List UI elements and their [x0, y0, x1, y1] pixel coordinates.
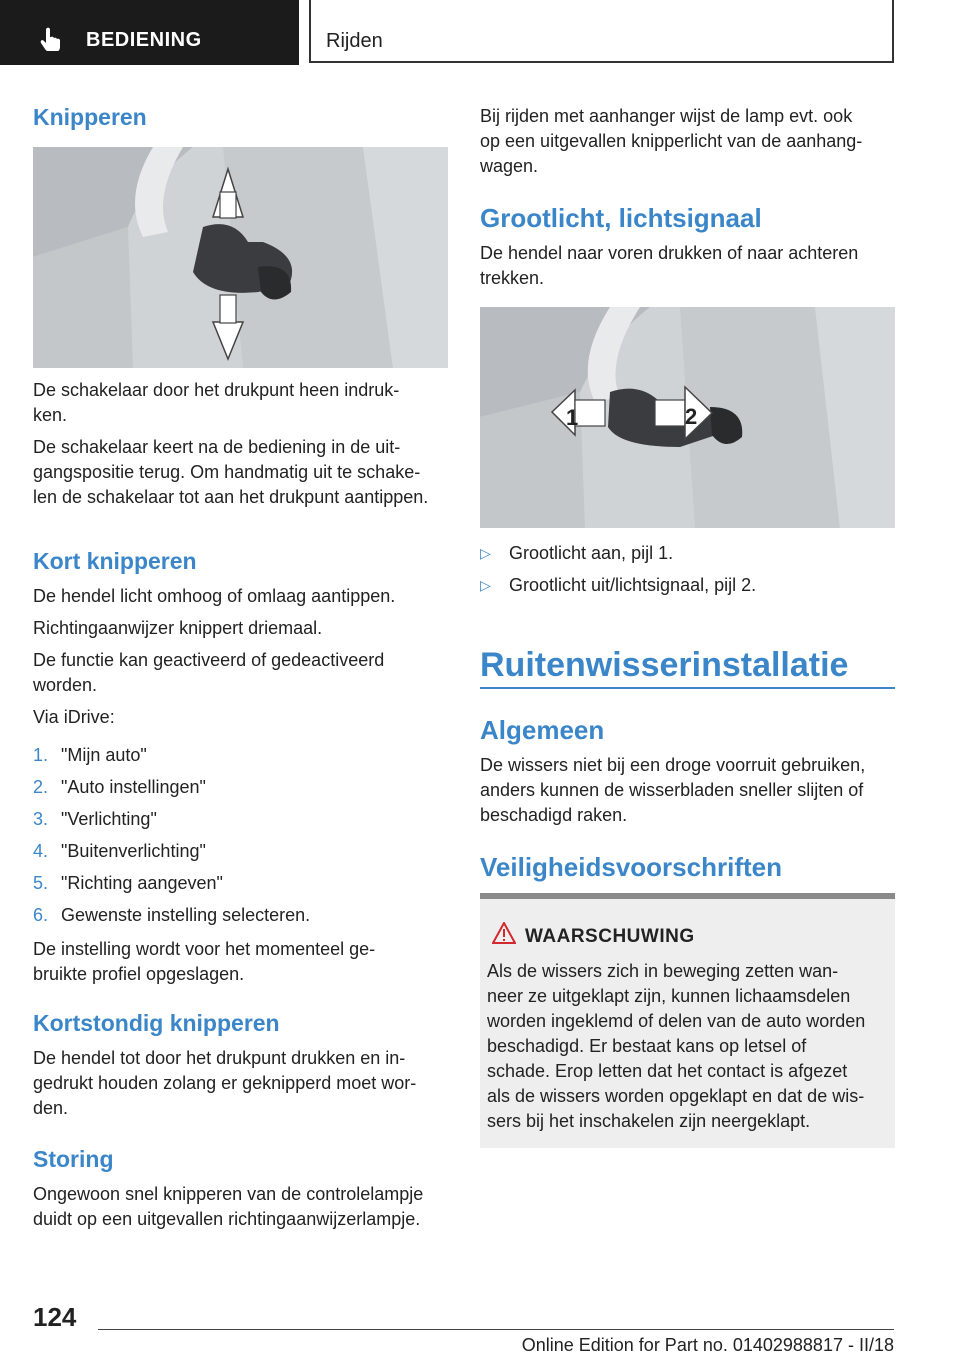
paragraph: De hendel licht omhoog of omlaag aantippen. [33, 586, 396, 606]
paragraph: len de schakelaar tot aan het drukpunt aantippen. [33, 487, 429, 507]
triangle-bullet-icon: ▷ [480, 545, 491, 561]
high-beam-figure [480, 307, 895, 528]
paragraph: Richtingaanwijzer knippert driemaal. [33, 618, 323, 638]
list-text: "Auto instellingen" [61, 777, 206, 797]
warning-line: Als de wissers zich in beweging zetten wan- [487, 961, 839, 981]
heading-veiligheid: Veiligheidsvoorschriften [480, 852, 782, 882]
paragraph: De wissers niet bij een droge voorruit gebruiken, [480, 755, 866, 775]
heading-storing: Storing [33, 1146, 114, 1172]
paragraph: gedrukt houden zolang er geknipperd moet wor- [33, 1073, 417, 1093]
heading-grootlicht: Grootlicht, lichtsignaal [480, 203, 762, 233]
heading-rule [480, 687, 895, 689]
list-number: 4. [33, 841, 49, 861]
paragraph: Via iDrive: [33, 707, 115, 727]
warning-line: worden ingeklemd of delen van de auto worden [487, 1011, 866, 1031]
paragraph: beschadigd raken. [480, 805, 628, 825]
list-text: "Buitenverlichting" [61, 841, 206, 861]
warning-line: beschadigd. Er bestaat kans op letsel of [487, 1036, 807, 1056]
list-text: Gewenste instelling selecteren. [61, 905, 311, 925]
paragraph: duidt op een uitgevallen richtingaanwijzerlampje. [33, 1209, 421, 1229]
footer-rule [98, 1329, 894, 1330]
chapter-tab[interactable] [309, 0, 894, 63]
heading-knipperen: Knipperen [33, 104, 147, 130]
list-text: Grootlicht aan, pijl 1. [509, 543, 674, 563]
section-tab[interactable] [0, 0, 299, 65]
warning-line: als de wissers worden opgeklapt en dat de wis- [487, 1086, 865, 1106]
paragraph: gangspositie terug. Om handmatig uit te schake- [33, 462, 421, 482]
paragraph: De schakelaar keert na de bediening in de uit- [33, 437, 401, 457]
heading-kortstondig: Kortstondig knipperen [33, 1010, 280, 1036]
heading-algemeen: Algemeen [480, 715, 605, 745]
paragraph: Bij rijden met aanhanger wijst de lamp evt. ook [480, 106, 853, 126]
paragraph: wagen. [480, 156, 539, 176]
figure-label: 2 [685, 404, 698, 429]
list-text: "Verlichting" [61, 809, 157, 829]
list-text: "Mijn auto" [61, 745, 147, 765]
paragraph: ken. [33, 405, 68, 425]
paragraph: De hendel naar voren drukken of naar achteren [480, 243, 859, 263]
figure-label: 1 [566, 405, 579, 430]
warning-triangle-icon [492, 922, 516, 944]
paragraph: De schakelaar door het drukpunt heen indruk- [33, 380, 400, 400]
pointing-hand-icon [40, 27, 62, 51]
heading-kort-knipperen: Kort knipperen [33, 548, 197, 574]
triangle-bullet-icon: ▷ [480, 577, 491, 593]
list-number: 5. [33, 873, 49, 893]
paragraph: trekken. [480, 268, 545, 288]
paragraph: bruikte profiel opgeslagen. [33, 964, 245, 984]
warning-title: WAARSCHUWING [525, 926, 695, 947]
paragraph: Ongewoon snel knipperen van de controlelampje [33, 1184, 424, 1204]
warning-line: schade. Erop letten dat het contact is afgezet [487, 1061, 848, 1081]
list-number: 2. [33, 777, 49, 797]
list-number: 6. [33, 905, 49, 925]
paragraph: worden. [33, 675, 98, 695]
warning-line: sers bij het inschakelen zijn neergeklapt. [487, 1111, 811, 1131]
paragraph: De hendel tot door het drukpunt drukken en in- [33, 1048, 406, 1068]
edition-note: Online Edition for Part no. 01402988817 - II/18 [521, 1335, 894, 1355]
turn-signal-figure [33, 147, 448, 368]
paragraph: den. [33, 1098, 69, 1118]
paragraph: De functie kan geactiveerd of gedeactiveerd [33, 650, 385, 670]
list-number: 1. [33, 745, 49, 765]
paragraph: anders kunnen de wisserbladen sneller slijten of [480, 780, 864, 800]
heading-ruitenwisser: Ruitenwisserinstallatie [480, 646, 849, 684]
list-text: "Richting aangeven" [61, 873, 223, 893]
warning-line: neer ze uitgeklapt zijn, kunnen lichaamsdelen [487, 986, 851, 1006]
list-number: 3. [33, 809, 49, 829]
paragraph: op een uitgevallen knipperlicht van de aanhang- [480, 131, 863, 151]
list-text: Grootlicht uit/lichtsignaal, pijl 2. [509, 575, 757, 595]
chapter-label: Rijden [326, 30, 383, 52]
paragraph: De instelling wordt voor het momenteel ge- [33, 939, 376, 959]
page-number: 124 [33, 1302, 77, 1332]
warning-box [480, 893, 895, 1148]
section-label: BEDIENING [86, 29, 202, 51]
